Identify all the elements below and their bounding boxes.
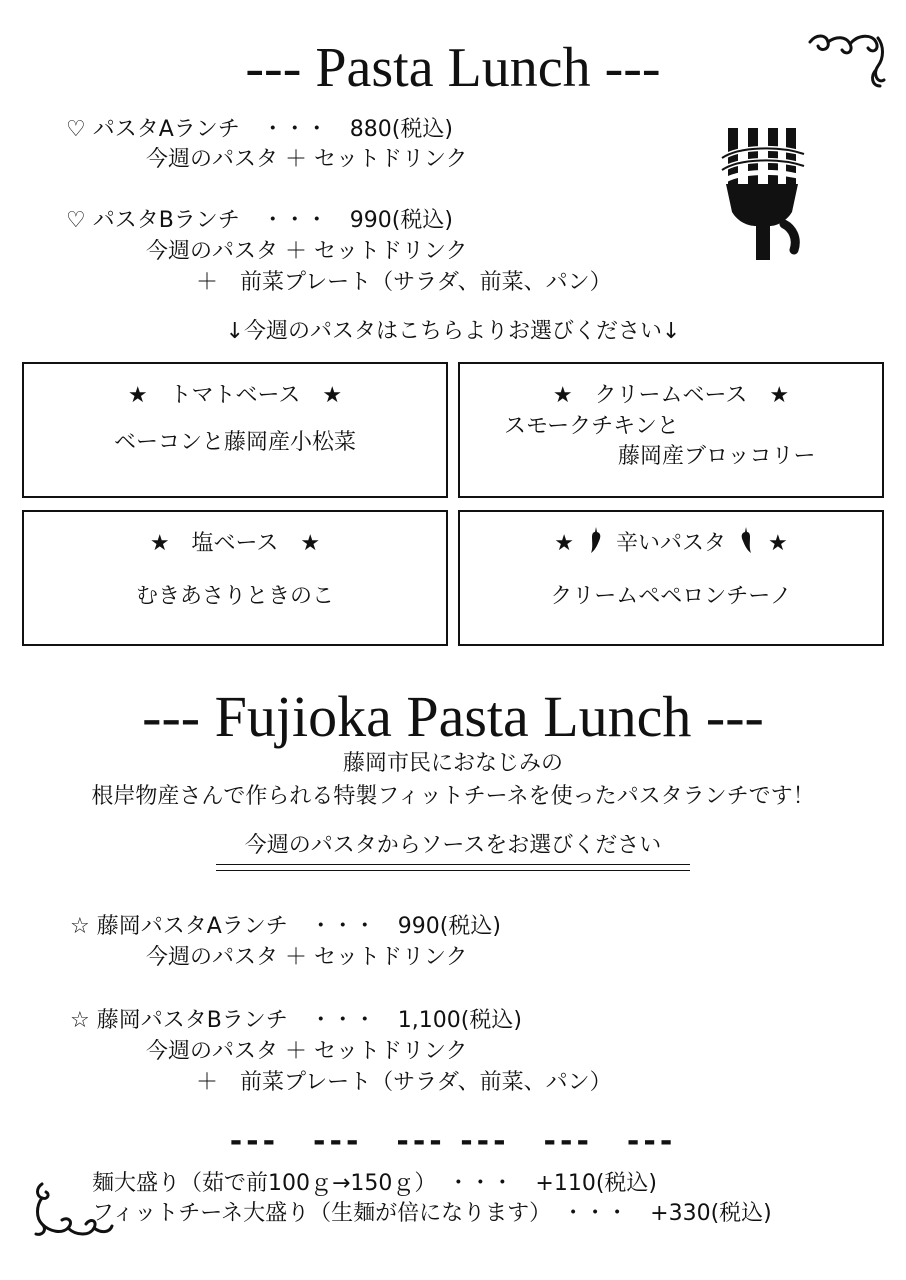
box-title: ★ トマトベース ★ (127, 383, 343, 408)
box-title: ★ 塩ベース ★ (149, 531, 321, 556)
fujioka-lunch-a-desc: 今週のパスタ ＋ セットドリンク (146, 945, 468, 970)
fujioka-lunch-b-desc: 今週のパスタ ＋ セットドリンク (146, 1039, 468, 1064)
dash-separator: --- --- --- --- --- --- (229, 1124, 677, 1159)
lunch-b-desc: 今週のパスタ ＋ セットドリンク (146, 239, 468, 264)
pasta-box-salt (22, 510, 448, 646)
flourish-ornament-icon (32, 1180, 114, 1242)
fujioka-lunch-a-name: ☆ 藤岡パスタAランチ ・・・ 990(税込) (70, 914, 501, 939)
fork-with-pasta-icon (720, 128, 806, 262)
intro-line-2: 根岸物産さんで作られる特製フィットチーネを使ったパスタランチです！ (91, 784, 815, 809)
section-title: --- Fujioka Pasta Lunch --- (142, 684, 764, 749)
lunch-a-desc: 今週のパスタ ＋ セットドリンク (146, 147, 468, 172)
option-large-noodle: 麺大盛り（茹で前100ｇ→150ｇ） ・・・ +110(税込) (92, 1171, 658, 1196)
lunch-b-extra: ＋ 前菜プレート（サラダ、前菜、パン） (196, 270, 612, 295)
option-large-fettuccine: フィットチーネ大盛り（生麺が倍になります） ・・・ +330(税込) (92, 1201, 772, 1226)
pasta-box-spicy (458, 510, 884, 646)
choose-note-2: 今週のパスタからソースをお選びください (244, 833, 662, 858)
intro-line-1: 藤岡市民におなじみの (342, 751, 563, 776)
underline (216, 864, 690, 865)
page-title: --- Pasta Lunch --- (245, 37, 661, 99)
pasta-box-tomato (22, 362, 448, 498)
box-title-text: 辛いパスタ (615, 531, 726, 556)
box-line: クリームペペロンチーノ (550, 584, 792, 609)
chili-pepper-icon (739, 527, 755, 553)
box-line: 藤岡産ブロッコリー (618, 444, 816, 469)
box-title (460, 526, 882, 557)
lunch-a-name: ♡ パスタAランチ ・・・ 880(税込) (66, 117, 453, 142)
choose-note: ↓今週のパスタはこちらよりお選びください↓ (225, 319, 681, 344)
underline (216, 870, 690, 871)
lunch-b-name: ♡ パスタBランチ ・・・ 990(税込) (66, 208, 453, 233)
star-right: ★ (768, 531, 788, 556)
star-left: ★ (554, 531, 574, 556)
pasta-box-cream (458, 362, 884, 498)
box-title: ★ クリームベース ★ (552, 383, 790, 408)
chili-pepper-icon (587, 527, 603, 553)
fujioka-lunch-b-extra: ＋ 前菜プレート（サラダ、前菜、パン） (196, 1070, 612, 1095)
box-line: むきあさりときのこ (135, 584, 334, 609)
fujioka-lunch-b-name: ☆ 藤岡パスタBランチ ・・・ 1,100(税込) (70, 1008, 522, 1033)
box-line: ベーコンと藤岡産小松菜 (113, 430, 356, 455)
box-line: スモークチキンと (504, 414, 679, 439)
